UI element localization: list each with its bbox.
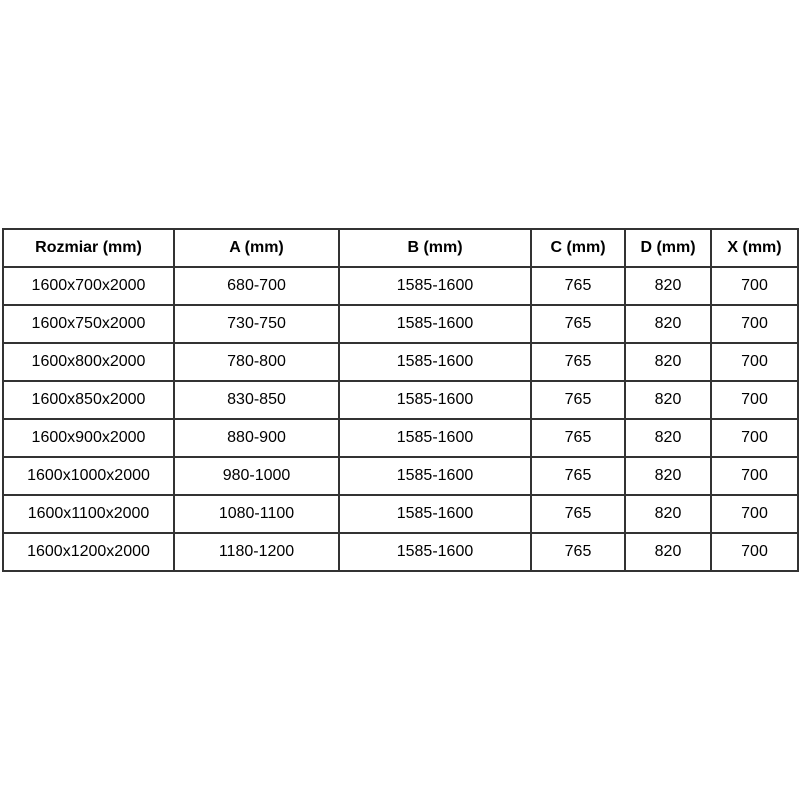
cell-d: 820 [625,533,711,571]
table-row [3,419,798,457]
cell-a: 1080-1100 [174,495,339,533]
cell-c: 765 [531,533,625,571]
cell-a: 880-900 [174,419,339,457]
cell-b: 1585-1600 [339,343,531,381]
table-row [3,457,798,495]
cell-a: 730-750 [174,305,339,343]
cell-x: 700 [711,343,798,381]
cell-d: 820 [625,457,711,495]
cell-b: 1585-1600 [339,533,531,571]
cell-x: 700 [711,533,798,571]
cell-d: 820 [625,495,711,533]
cell-d: 820 [625,305,711,343]
cell-rozmiar: 1600x850x2000 [3,381,174,419]
cell-c: 765 [531,495,625,533]
cell-c: 765 [531,381,625,419]
cell-a: 680-700 [174,267,339,305]
table-row [3,495,798,533]
cell-d: 820 [625,267,711,305]
cell-d: 820 [625,343,711,381]
cell-d: 820 [625,381,711,419]
cell-c: 765 [531,419,625,457]
column-header-d: D (mm) [625,229,711,267]
cell-x: 700 [711,457,798,495]
cell-x: 700 [711,495,798,533]
cell-c: 765 [531,267,625,305]
table-row [3,267,798,305]
table-row [3,381,798,419]
cell-c: 765 [531,343,625,381]
cell-a: 830-850 [174,381,339,419]
cell-c: 765 [531,457,625,495]
cell-rozmiar: 1600x1200x2000 [3,533,174,571]
table-row [3,305,798,343]
cell-b: 1585-1600 [339,419,531,457]
cell-b: 1585-1600 [339,267,531,305]
cell-b: 1585-1600 [339,495,531,533]
cell-rozmiar: 1600x1100x2000 [3,495,174,533]
column-header-b: B (mm) [339,229,531,267]
size-spec-table [2,228,799,572]
cell-a: 980-1000 [174,457,339,495]
column-header-rozmiar: Rozmiar (mm) [3,229,174,267]
cell-rozmiar: 1600x1000x2000 [3,457,174,495]
cell-a: 1180-1200 [174,533,339,571]
cell-rozmiar: 1600x750x2000 [3,305,174,343]
cell-b: 1585-1600 [339,457,531,495]
column-header-x: X (mm) [711,229,798,267]
cell-b: 1585-1600 [339,381,531,419]
cell-x: 700 [711,267,798,305]
table-row [3,343,798,381]
cell-rozmiar: 1600x700x2000 [3,267,174,305]
column-header-c: C (mm) [531,229,625,267]
cell-d: 820 [625,419,711,457]
table-row [3,533,798,571]
cell-x: 700 [711,381,798,419]
cell-a: 780-800 [174,343,339,381]
cell-rozmiar: 1600x900x2000 [3,419,174,457]
cell-c: 765 [531,305,625,343]
cell-x: 700 [711,305,798,343]
column-header-a: A (mm) [174,229,339,267]
cell-x: 700 [711,419,798,457]
cell-b: 1585-1600 [339,305,531,343]
cell-rozmiar: 1600x800x2000 [3,343,174,381]
table-header-row [3,229,798,267]
